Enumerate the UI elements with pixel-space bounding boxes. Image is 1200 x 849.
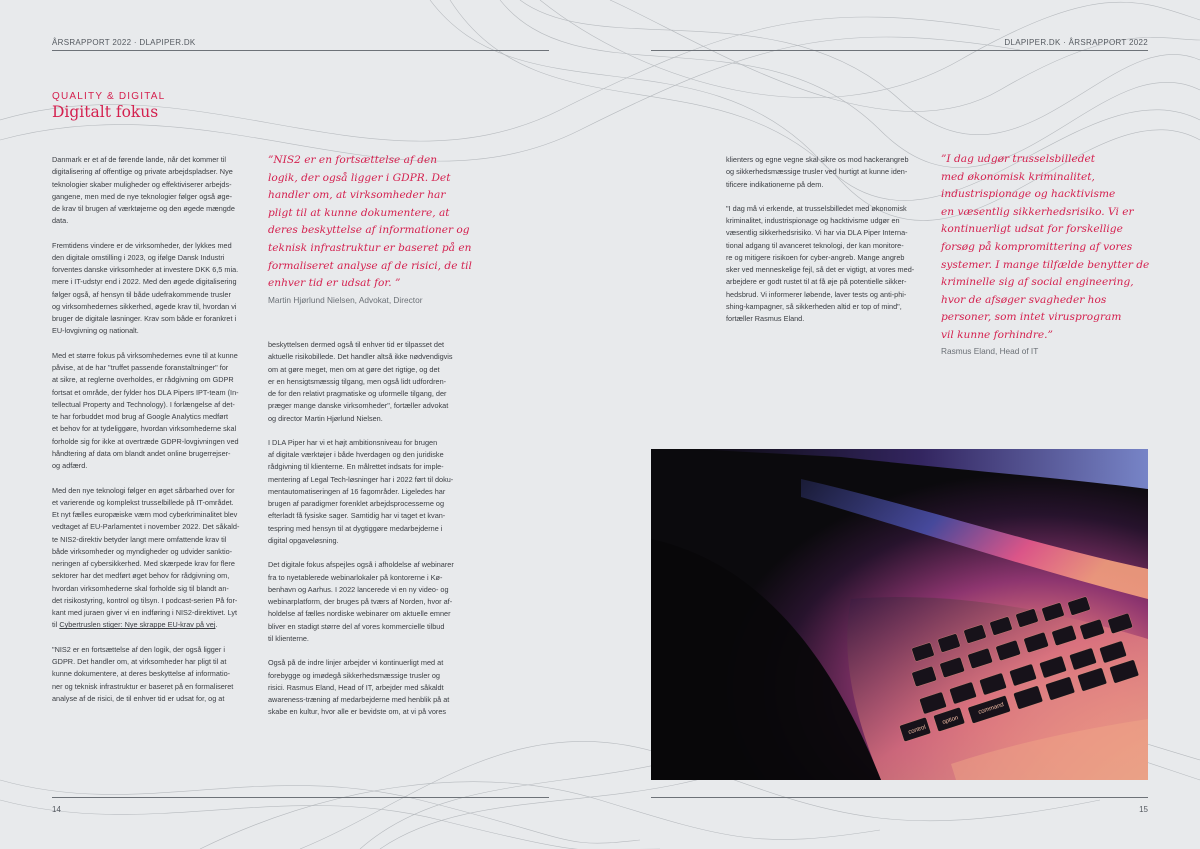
footer-rule-right (651, 797, 1148, 798)
body-column-2 (268, 339, 472, 719)
paragraph: I DLA Piper har vi et højt ambitionsniveau for brugen af digitale værktøjer i både hverdagen og den juridiske rådgivning til klienterne. En målrettet indsats for imple- mentering af Legal Tech-løsninger har i 2022 ført til doku- mentautomatiseringen af 16 fagområder. Ligeledes har brugen af paradigmer forenklet arbejdsprocesserne og efterladt få fysiske sager. Samtidig har vi taget et kvan- tespring med hensyn til at dygtiggøre medarbejderne i digital opgaveløsning. (268, 437, 454, 545)
podcast-link[interactable]: Cybertruslen stiger: Nye skrappe EU-krav på vej (59, 620, 216, 630)
paragraph: "I dag må vi erkende, at trusselsbilledet med økonomisk kriminalitet, industrispionage og hacktivisme udgør en væsentlig sikkerhedsrisiko. Vi har via DLA Piper Interna- tional adgang til avanceret teknologi, der kan monitore- re og mitigere risikoen for cyber-angreb. Mange angreb sker ved menneskelige fejl, så det er vigtigt, at vores med- arbejdere er godt rustet til at få øje på potentielle sikker- hedsbrud. Vi informerer løbende, laver tests og anti-phi- shing-kampagner, så sikkerheden altid er top of mind", fortæller Rasmus Eland. (726, 203, 915, 324)
paragraph: klienters og egne vegne skal sikre os mod hackerangreb og sikkerhedsmæssige trusler ved hurtigt at kunne iden- tificere indikationerne på dem. (726, 155, 909, 189)
paragraph: beskyttelsen dermed også til enhver tid er tilpasset det aktuelle risikobillede. Det handler altså ikke nødvendigvis om at gøre meget, men om at gøre det rigtige, og det er en hensigtsmæssig tilgang, men også lidt udfordren- de for den relativt pragmatiske og uformelle tilgang, der præger mange danske virksomheder", fortæller advokat og director Martin Hjørlund Nielsen. (268, 340, 453, 423)
paragraph: Fremtidens vindere er de virksomheder, der lykkes med den digitale omstilling i 2023, og ifølge Dansk Industri forventes danske virksomheder at investere DKK 6,5 mia. mere i IT-udstyr end i 2022. Med den øgede digitalisering følger også, af hensyn til både udefrakommende trusler og virksomhedernes sikkerhed, øgede krav til, hvordan vi bruger de digitale løsninger. Krav som både er forankret i EU-lovgivning og nationalt. (52, 240, 239, 336)
body-column-1 (52, 154, 255, 705)
section-kicker: QUALITY & DIGITAL (52, 91, 166, 102)
pull-quote-2: ”I dag udgør trusselsbilledet med økonomisk kriminalitet, industrispionage og hacktivisme en væsentlig sikkerhedsrisiko. Vi er kontinuerligt udsat for forskellige forsøg på kompromittering af vores systemer. I mange tilfælde benytter de kriminelle sig af social engineering, hvor de afsøger svagheder hos personer, som intet virusprogram vil kunne forhindre.” (941, 153, 1150, 341)
paragraph (52, 485, 255, 632)
running-header-right: DLAPIPER.DK · ÅRSRAPPORT 2022 (1004, 38, 1148, 47)
paragraph: "NIS2 er en fortsættelse af den logik, der også ligger i GDPR. Det handler om, at virksomheder har pligt til at kunne dokumentere, at deres beskyttelse af informatio- ner og teknisk infrastruktur er baseret på en formaliseret analyse af de risici, de til enhver tid er udsat for, og at (52, 644, 234, 703)
page-number-left: 14 (52, 805, 61, 814)
paragraph: Også på de indre linjer arbejder vi kontinuerligt med at forebygge og imødegå sikkerhedsmæssige trusler og risici. Rasmus Eland, Head of IT, arbejder med såkaldt awareness-træning af medarbejderne med henblik på at skabe en kultur, hvor alle er bevidste om, at vi på vores (268, 658, 450, 717)
footer-rule-left (52, 797, 549, 798)
key-label: option (941, 715, 960, 726)
pull-quote-1: ”NIS2 er en fortsættelse af den logik, der også ligger i GDPR. Det handler om, at virksomheder har pligt til at kunne dokumentere, at deres beskyttelse af informationer og teknisk infrastruktur er baseret på en formaliseret analyse af de risici, de til enhver tid er udsat for. ” (268, 154, 472, 290)
key-label: control (907, 724, 927, 736)
page-number-right: 15 (1139, 805, 1148, 814)
paragraph: Det digitale fokus afspejles også i afholdelse af webinarer fra to nyetablerede webinarlokaler på kontorerne i Kø- benhavn og Aarhus. I 2022 lancerede vi en ny video- og webinarplatform, der bruges på tværs af Norden, hvor af- holdelse af fælles nordiske webinarer om aktuelle emner bliver en stadigt større del af vores kommercielle tilbud til klienterne. (268, 560, 454, 643)
key-label: command (977, 702, 1005, 716)
paragraph: Med et større fokus på virksomhedernes evne til at kunne påvise, at de har "truffet passende foranstaltninger" for at sikre, at reglerne overholdes, er rådgivning om GDPR fortsat et område, der fylder hos DLA Pipers IPT-team (In- tellectual Property and Technology). I forlængelse af det- te har forbuddet mod brug af Google Analytics medført et behov for at tydeliggøre, hvordan virksomhederne skal forholde sig for ikke at overtræde GDPR-lovgivningen ved håndtering af data om blandt andet online brugerrejser- og adfærd. (52, 350, 239, 471)
page-title: Digitalt fokus (52, 103, 159, 121)
running-header-left: ÅRSRAPPORT 2022 · DLAPIPER.DK (52, 38, 196, 47)
paragraph-text: Med den nye teknologi følger en øget sårbarhed over for et varierende og komplekst trusselbillede på IT-området. Et nyt fælles europæiske værn mod cyberkriminalitet blev vedtaget af EU-Parlamentet i november 2022. Det såkald- te NIS2-direktiv betyder langt mere omfattende krav til både virksomheder og myndigheder og udvider sanktio- neringen af cybersikkerhed. Med skærpede krav for flere sektorer har det medført øget behov for rådgivning om, hvordan virksomhederne skal forholde sig til blandt an- det risikostyring, kontrol og tilsyn. I podcast-serien På for- kant med juraen giver vi en indføring i NIS2-direktivet. Lyt til (52, 485, 240, 630)
laptop-keyboard-photo (651, 449, 1148, 780)
laptop-illustration (651, 449, 1148, 780)
pull-quote-1-attribution: Martin Hjørlund Nielsen, Advokat, Director (268, 295, 423, 305)
paragraph: Danmark er et af de førende lande, når det kommer til digitalisering af offentlige og private arbejdspladser. Nye teknologier skaber muligheder og effektiviserer arbejds- gangene, men med de nye teknologier følger også øge- de krav til brugen af værktøjerne og den øgede mængde data. (52, 155, 235, 226)
body-column-3 (726, 154, 928, 325)
pull-quote-2-attribution: Rasmus Eland, Head of IT (941, 346, 1039, 356)
paragraph-end: . (215, 620, 218, 630)
header-rule-left (52, 50, 549, 51)
header-rule-right (651, 50, 1148, 51)
